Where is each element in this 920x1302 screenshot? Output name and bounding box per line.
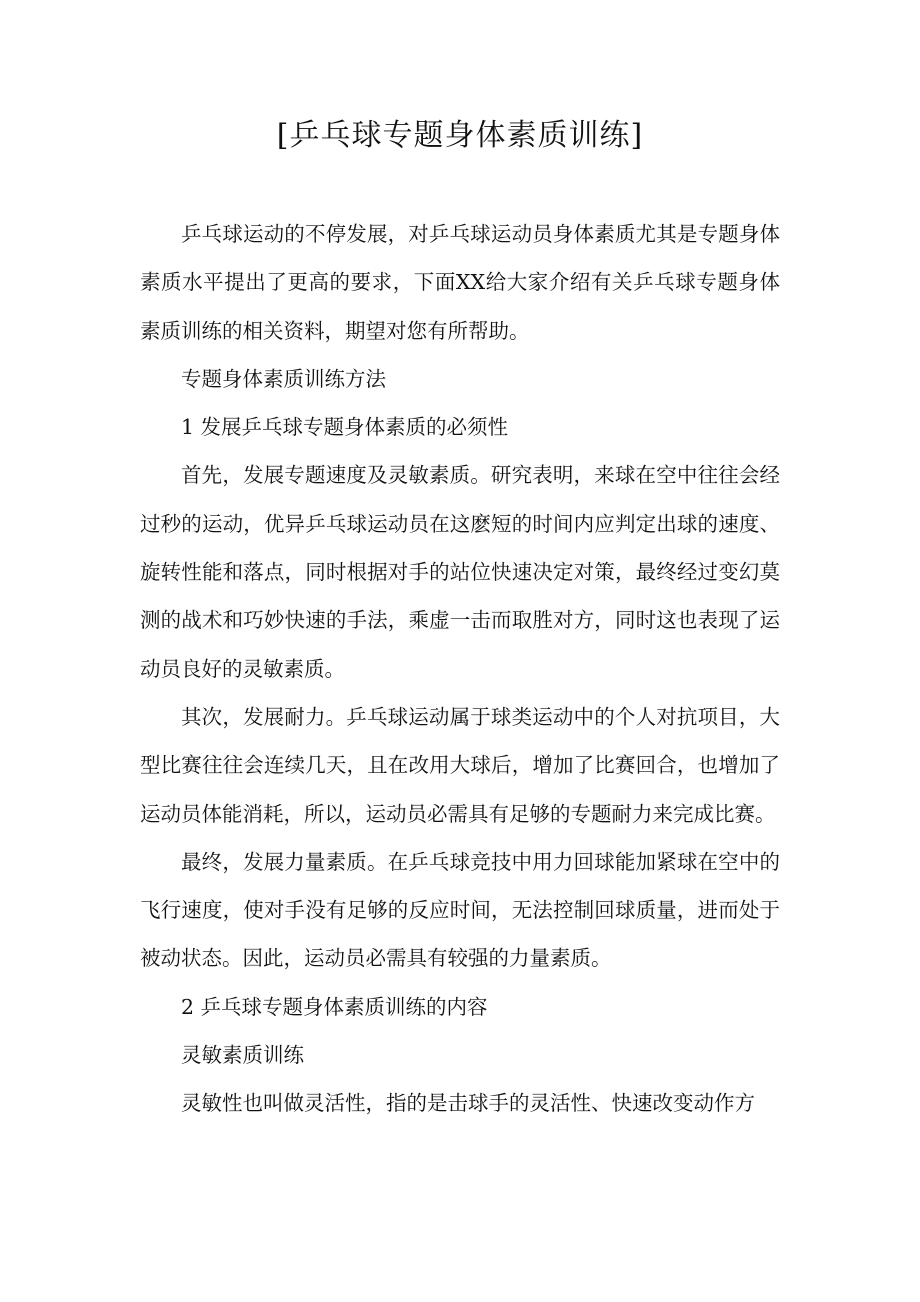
paragraph-endurance: 其次，发展耐力。乒乓球运动属于球类运动中的个人对抗项目，大型比赛往往会连续几天，且在改用大球后，增加了比赛回合，也增加了运动员体能消耗，所以，运动员必需具有足够的专题耐力来完成比赛。 [140, 704, 780, 826]
paragraph-intro: 乒乓球运动的不停发展，对乒乓球运动员身体素质尤其是专题身体素质水平提出了更高的要求，下面XX给大家介绍有关乒乓球专题身体素质训练的相关资料，期望对您有所帮助。 [140, 222, 780, 343]
paragraph-agility-heading: 灵敏素质训练 [181, 1043, 304, 1068]
paragraph-subheading-2: 2 乒乓球专题身体素质训练的内容 [181, 994, 488, 1019]
paragraph-subheading-1: 1 发展乒乓球专题身体素质的必须性 [181, 415, 509, 440]
paragraph-agility-text: 灵敏性也叫做灵活性，指的是击球手的灵活性、快速改变动作方 [181, 1091, 755, 1116]
paragraph-speed-agility: 首先，发展专题速度及灵敏素质。研究表明，来球在空中往往会经过秒的运动，优异乒乓球运动员在这麽短的时间内应判定出球的速度、旋转性能和落点，同时根据对手的站位快速决定对策，最终经过变幻莫测的战术和巧妙快速的手法，乘虚一击而取胜对方，同时这也表现了运动员良好的灵敏素质。 [140, 463, 780, 681]
paragraph-strength: 最终，发展力量素质。在乒乓球竞技中用力回球能加紧球在空中的飞行速度，使对手没有足够的反应时间，无法控制回球质量，进而处于被动状态。因此，运动员必需具有较强的力量素质。 [140, 849, 780, 971]
document-title: [乒乓球专题身体素质训练] [276, 118, 644, 153]
document-body [140, 210, 780, 1128]
paragraph-section-heading: 专题身体素质训练方法 [181, 366, 386, 391]
